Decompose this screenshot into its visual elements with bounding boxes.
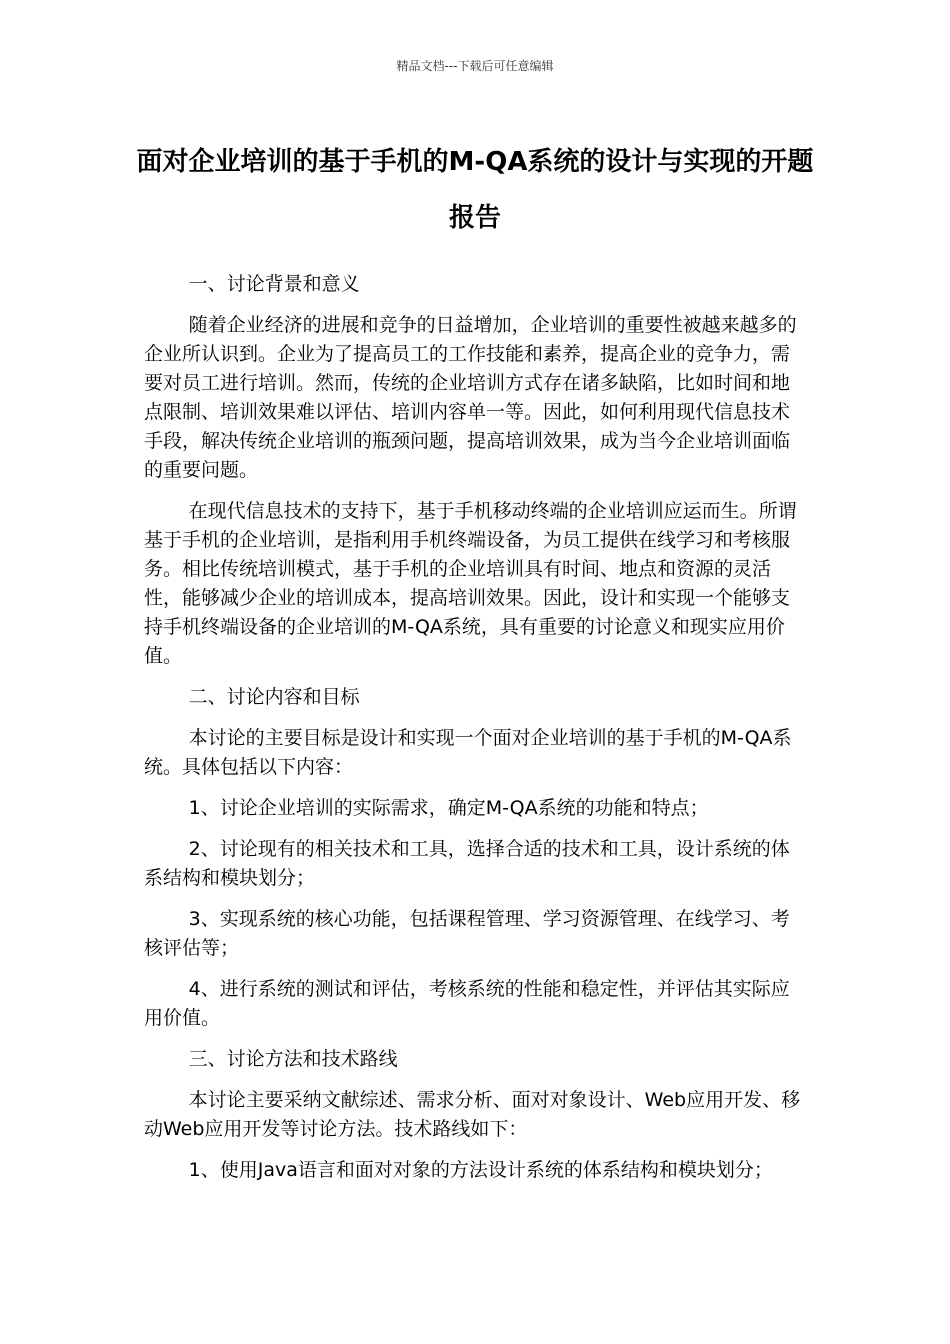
section-heading-methods: 三、讨论方法和技术路线 [188, 1048, 398, 1070]
paragraph: 随着企业经济的进展和竞争的日益增加，企业培训的重要性被越来越多的企业所认识到。企业为了提高员工的工作技能和素养，提高企业的竞争力，需要对员工进行培训。然而，传统的企业培训方式存在诸多缺陷，比如时间和地点限制、培训效果难以评估、培训内容单一等。因此，如何利用现代信息技术手段，解决传统企业培训的瓶颈问题，提高培训效果，成为当今企业培训面临的重要问题。 [144, 314, 797, 481]
paragraph: 在现代信息技术的支持下，基于手机移动终端的企业培训应运而生。所谓基于手机的企业培训，是指利用手机终端设备，为员工提供在线学习和考核服务。相比传统培训模式，基于手机的企业培训具有时间、地点和资源的灵活性，能够减少企业的培训成本，提高培训效果。因此，设计和实现一个能够支持手机终端设备的企业培训的M-QA系统，具有重要的讨论意义和现实应用价值。 [144, 500, 797, 667]
list-item: 4、进行系统的测试和评估，考核系统的性能和稳定性，并评估其实际应用价值。 [144, 978, 790, 1029]
list-item: 1、使用Java语言和面对对象的方法设计系统的体系结构和模块划分； [188, 1159, 773, 1181]
paragraph: 本讨论主要采纳文献综述、需求分析、面对对象设计、Web应用开发、移动Web应用开发等讨论方法。技术路线如下： [144, 1089, 801, 1140]
list-item: 2、讨论现有的相关技术和工具，选择合适的技术和工具，设计系统的体系结构和模块划分； [144, 838, 790, 889]
list-item: 1、讨论企业培训的实际需求，确定M-QA系统的功能和特点； [188, 797, 709, 819]
page-header-note: 精品文档---下载后可任意编辑 [396, 59, 554, 73]
paragraph: 本讨论的主要目标是设计和实现一个面对企业培训的基于手机的M-QA系统。具体包括以下内容： [144, 727, 792, 778]
section-heading-background: 一、讨论背景和意义 [188, 273, 360, 295]
document-title: 面对企业培训的基于手机的M-QA系统的设计与实现的开题报告 [136, 147, 814, 233]
section-heading-content-goals: 二、讨论内容和目标 [188, 686, 360, 708]
document-body [144, 270, 808, 1197]
list-item: 3、实现系统的核心功能，包括课程管理、学习资源管理、在线学习、考核评估等； [144, 908, 790, 959]
